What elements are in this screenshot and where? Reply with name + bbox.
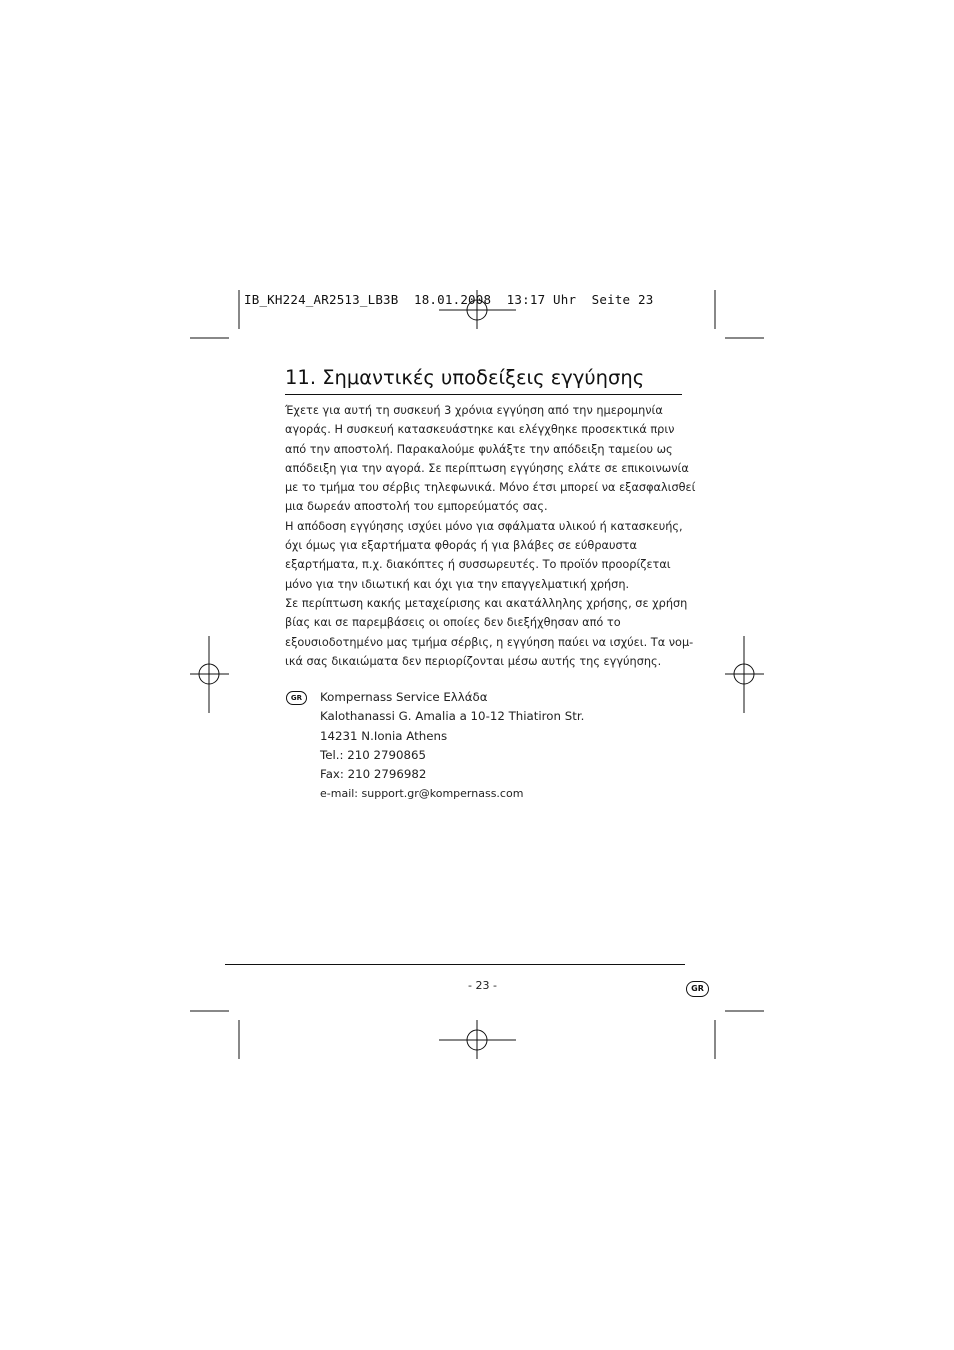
service-tel: Tel.: 210 2790865 xyxy=(320,747,427,762)
text-line: αγοράς. Η συσκευή κατασκευάστηκε και ελέγχθηκε προσεκτικά πριν xyxy=(285,423,675,437)
service-email[interactable]: e-mail: support.gr@kompernass.com xyxy=(320,787,524,801)
text-line: εξουσιοδοτημένο μας τμήμα σέρβις, η εγγύηση παύει να ισχύει. Τα νομ- xyxy=(285,635,694,649)
service-fax: Fax: 210 2796982 xyxy=(320,767,427,782)
section-title: 11. Σημαντικές υποδείξεις εγγύησης xyxy=(285,366,645,389)
warranty-paragraph-1 xyxy=(285,401,696,671)
service-contact xyxy=(320,688,584,804)
language-badge-icon: GR xyxy=(686,981,709,997)
text-line: απόδειξη για την αγορά. Σε περίπτωση εγγύησης ελάτε σε επικοινωνία xyxy=(285,461,689,475)
print-slug: IB_KH224_AR2513_LB3B 18.01.2008 13:17 Uhr Seite 23 xyxy=(244,292,654,307)
country-badge-icon: GR xyxy=(286,691,307,705)
text-line: Σε περίπτωση κακής μεταχείρισης και ακατάλληλης χρήσης, σε χρήση xyxy=(285,596,688,610)
service-address: Kalothanassi G. Amalia a 10-12 Thiatiron Str. xyxy=(320,709,585,724)
service-name: Kompernass Service Ελλάδα xyxy=(320,690,488,704)
footer-rule xyxy=(225,964,685,965)
text-line: μια δωρεάν αποστολή του εμπορεύματός σας. xyxy=(285,500,548,514)
text-line: από την αποστολή. Παρακαλούμε φυλάξτε την απόδειξη ταμείου ως xyxy=(285,442,673,456)
text-line: εξαρτήματα, π.χ. διακόπτες ή συσσωρευτές. Το προϊόν προορίζεται xyxy=(285,558,671,572)
title-underline xyxy=(285,394,682,395)
text-line: βίας και σε παρεμβάσεις οι οποίες δεν διεξήχθησαν από το xyxy=(285,616,621,630)
text-line: Έχετε για αυτή τη συσκευή 3 χρόνια εγγύηση από την ημερομηνία xyxy=(285,404,663,417)
page-number: - 23 - xyxy=(468,979,497,992)
text-line: Η απόδοση εγγύησης ισχύει μόνο για σφάλματα υλικού ή κατασκευής, xyxy=(285,519,683,533)
text-line: όχι όμως για εξαρτήματα φθοράς ή για βλάβες σε εύθραυστα xyxy=(285,539,637,553)
text-line: με το τμήμα του σέρβις τηλεφωνικά. Μόνο έτσι μπορεί να εξασφαλισθεί xyxy=(285,481,696,495)
text-line: μόνο για την ιδιωτική και όχι για την επαγγελματική χρήση. xyxy=(285,577,630,591)
service-city: 14231 N.Ionia Athens xyxy=(320,728,448,743)
text-line: ικά σας δικαιώματα δεν περιορίζονται μέσω αυτής της εγγύησης. xyxy=(285,654,662,668)
